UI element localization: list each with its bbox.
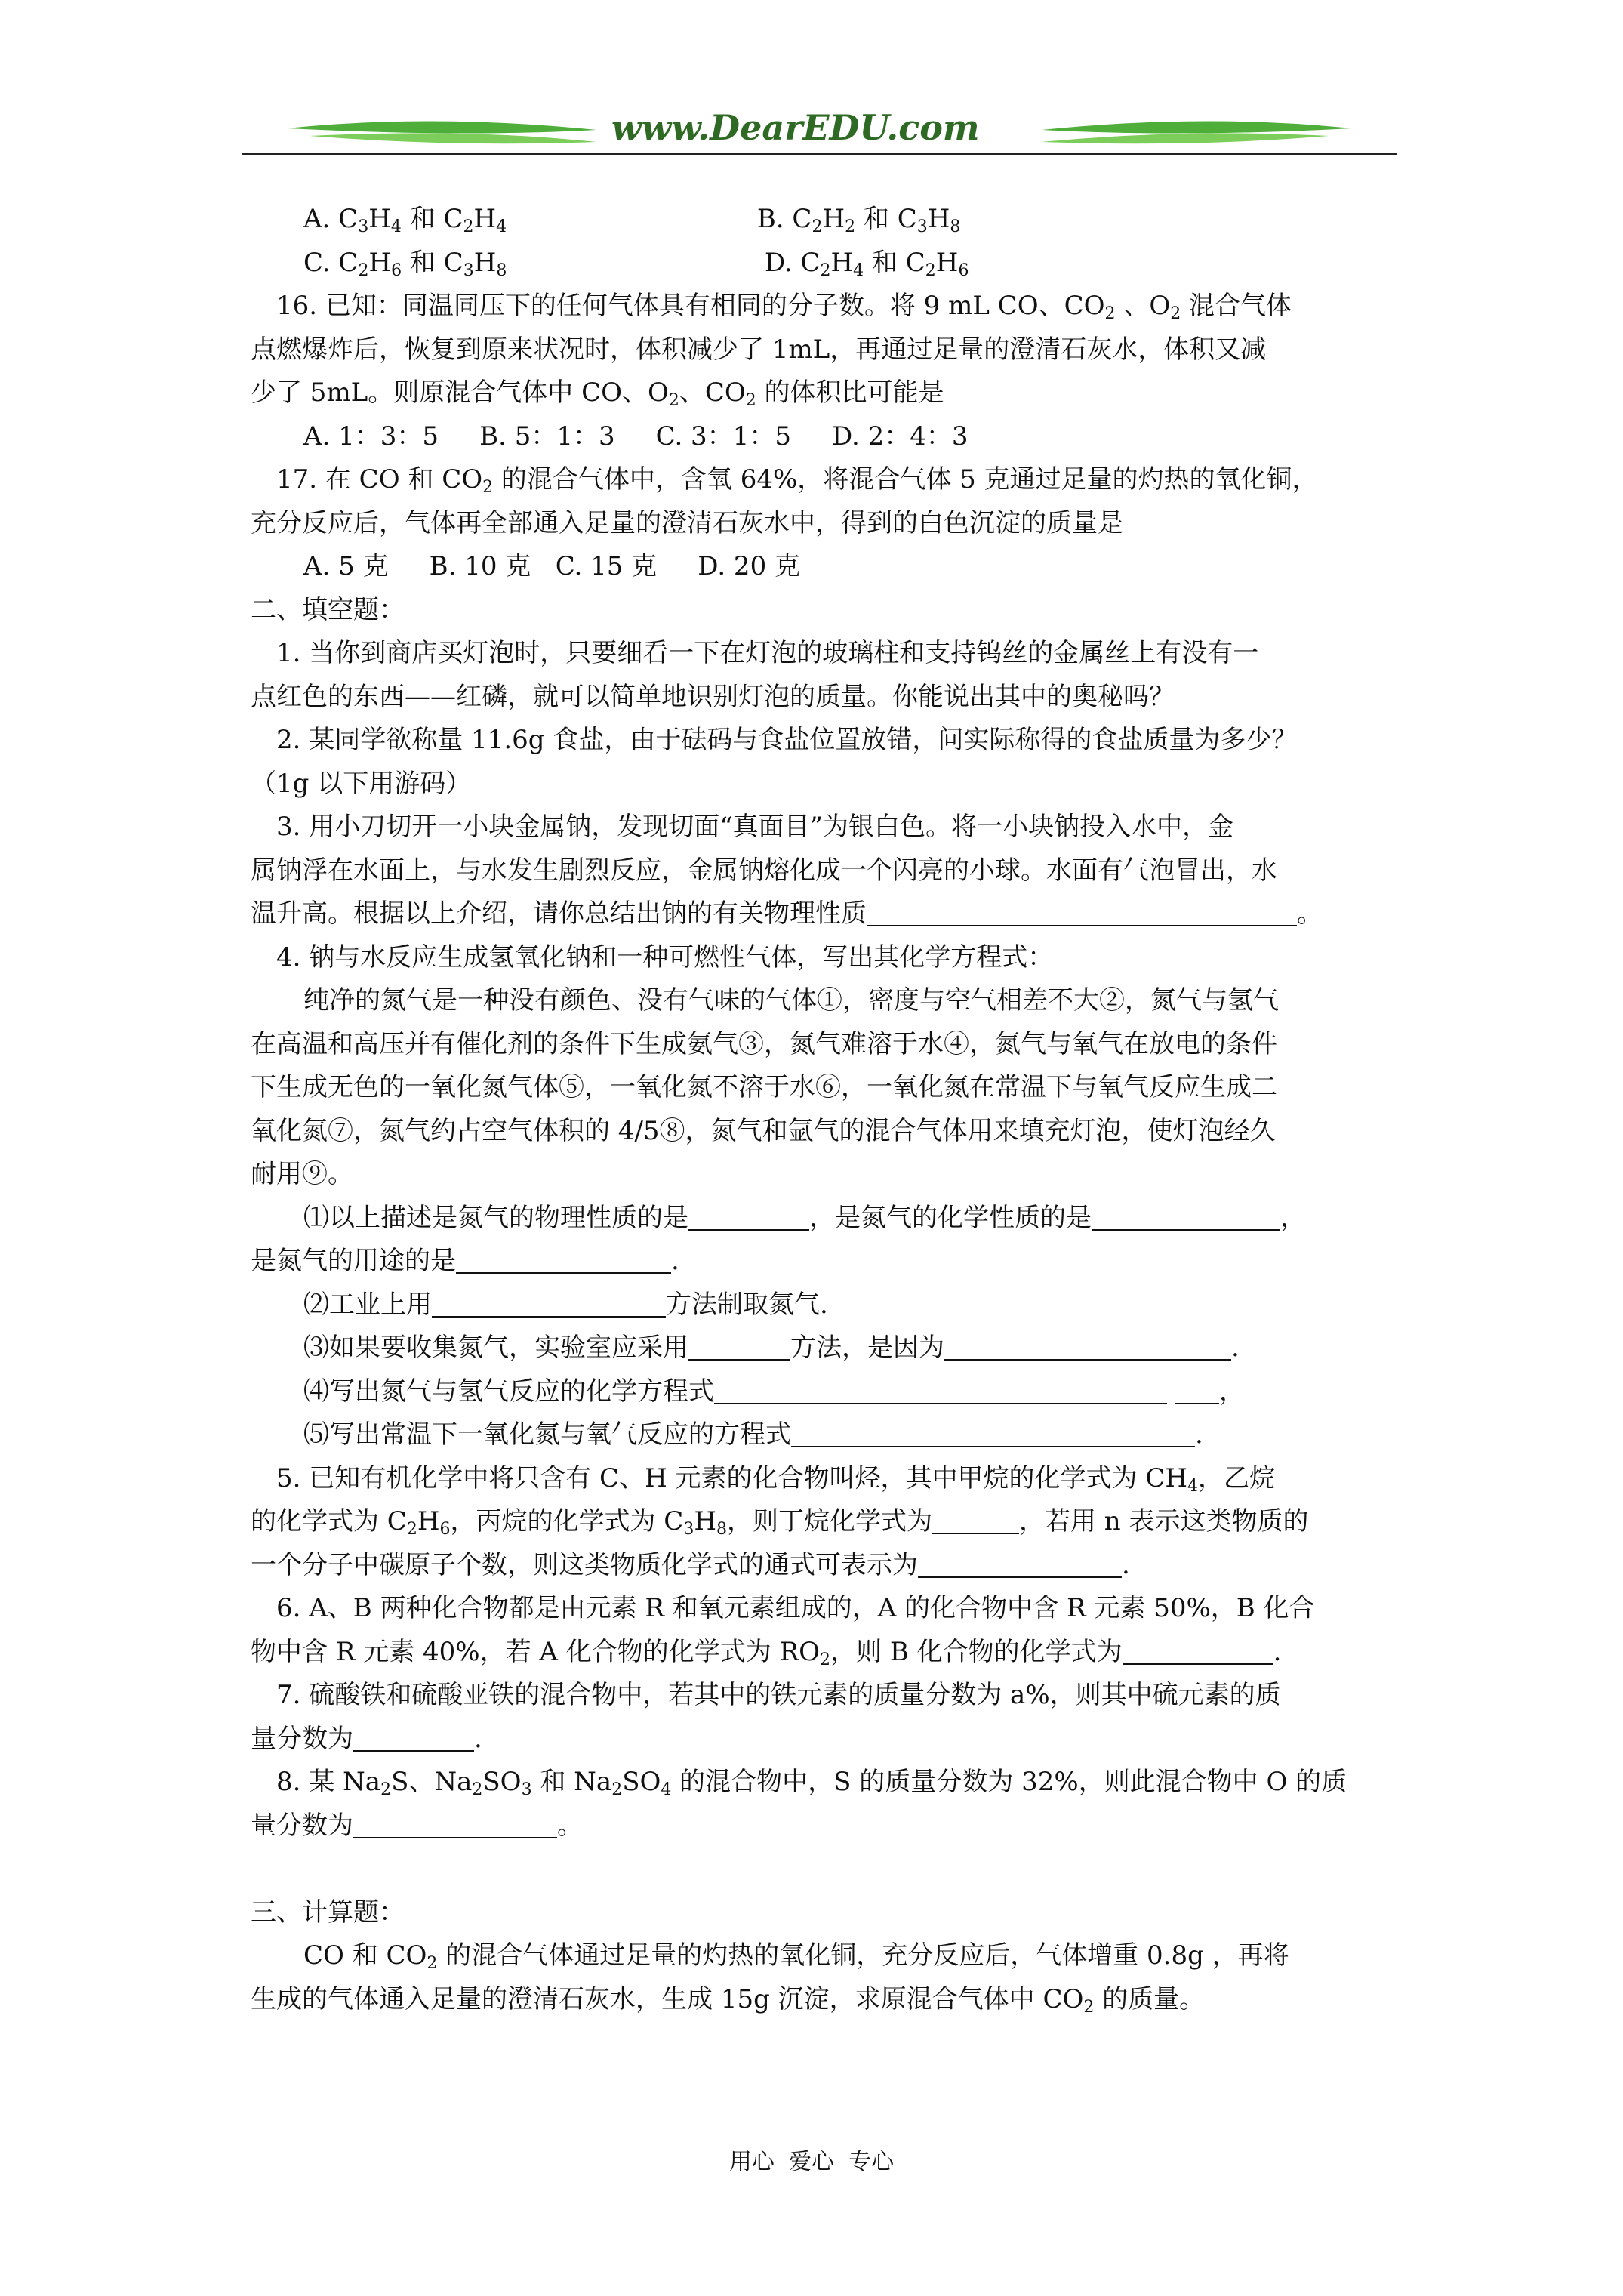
f8-line-2: 量分数为 。 [251, 1810, 583, 1841]
f7-line-1: 7. 硫酸铁和硫酸亚铁的混合物中，若其中的铁元素的质量分数为 a%，则其中硫元素的质 [276, 1680, 1281, 1710]
header-logo-text[interactable]: www.DearEDU.com [611, 107, 980, 148]
f4-sub-1: ⑴以上描述是氮气的物理性质的是 ，是氮气的化学性质的是 ， [303, 1202, 1306, 1233]
f4-line-1: 4. 钠与水反应生成氢氧化钠和一种可燃性气体，写出其化学方程式： [276, 942, 1054, 972]
physical-property-blank[interactable] [688, 1203, 809, 1231]
usage-blank[interactable] [456, 1247, 671, 1274]
general-formula-blank[interactable] [918, 1551, 1122, 1578]
f2-line-1: 2. 某同学欲称量 11.6g 食盐，由于砝码与食盐位置放错，问实际称得的食盐质量为多少？ [276, 725, 1298, 755]
f5-line-2: 的化学式为 $C_2H_6$，丙烷的化学式为 $C_3H_8$，则丁烷化学式为 ，若用 n 表示这类物质的 [251, 1506, 1309, 1539]
q15-option-d: D. $C_2H_4$ 和 $C_2H_6$ [764, 247, 969, 280]
equation-blank-1b[interactable] [1175, 1377, 1219, 1404]
compound-b-formula-blank[interactable] [1123, 1638, 1273, 1665]
q17-line-1: 17. 在 CO 和 $CO_2$ 的混合气体中，含氧 64%，将混合气体 5 克通过足量的灼热的氧化铜， [276, 464, 1318, 497]
f4-paragraph-line-2: 在高温和高压并有催化剂的条件下生成氨气③，氮气难溶于水④，氮气与氧气在放电的条件 [251, 1028, 1277, 1059]
c1-line-1: CO 和 $CO_2$ 的混合气体通过足量的灼热的氧化铜，充分反应后，气体增重 0.8g ，再将 [303, 1940, 1289, 1973]
f3-line-1: 3. 用小刀切开一小块金属钠，发现切面“真面目”为银白色。将一小块钠投入水中，金 [276, 812, 1234, 842]
f7-line-2: 量分数为 . [251, 1723, 482, 1754]
f1-line-1: 1. 当你到商店买灯泡时，只要细看一下在灯泡的玻璃柱和支持钨丝的金属丝上有没有一 [276, 638, 1259, 668]
f4-paragraph-line-3: 下生成无色的一氧化氮气体⑤，一氧化氮不溶于水⑥，一氧化氮在常温下与氧气反应生成二 [251, 1072, 1277, 1102]
f4-sub-5: ⑸写出常温下一氧化氮与氧气反应的方程式 . [303, 1419, 1203, 1450]
q15-options-row-1 [251, 198, 1398, 242]
equation-blank-2[interactable] [791, 1420, 1195, 1447]
q15-option-b: B. $C_2H_2$ 和 $C_3H_8$ [756, 204, 961, 236]
oxygen-fraction-blank[interactable] [353, 1811, 557, 1838]
f3-line-3: 温升高。根据以上介绍，请你总结出钠的有关物理性质 。 [251, 898, 1323, 929]
f5-line-1: 5. 已知有机化学中将只含有 C、H 元素的化合物叫烃，其中甲烷的化学式为 $CH_4$，乙烷 [276, 1462, 1275, 1496]
butane-formula-blank[interactable] [932, 1507, 1019, 1534]
f3-line-2: 属钠浮在水面上，与水发生剧烈反应，金属钠熔化成一个闪亮的小球。水面有气泡冒出，水 [251, 855, 1277, 886]
f8-line-1: 8. 某 $Na_2S$、$Na_2SO_3$ 和 $Na_2SO_4$ 的混合物中，S 的质量分数为 32%，则此混合物中 O 的质 [276, 1767, 1347, 1799]
section-2-title: 二、填空题： [251, 594, 405, 625]
document-body [251, 198, 1398, 2021]
q16-line-1: 16. 已知：同温同压下的任何气体具有相同的分子数。将 9 mL CO、$CO_2$ 、$O_2$ 混合气体 [276, 291, 1292, 323]
collection-method-blank[interactable] [688, 1333, 790, 1361]
f6-line-2: 物中含 R 元素 40%，若 A 化合物的化学式为 $RO_2$，则 B 化合物的化学式为 . [251, 1636, 1282, 1669]
sulfur-fraction-blank[interactable] [353, 1724, 474, 1752]
q16-line-3: 少了 5mL。则原混合气体中 CO、$O_2$、$CO_2$ 的体积比可能是 [251, 378, 944, 410]
q17-options: A. 5 克 B. 10 克 C. 15 克 D. 20 克 [303, 551, 801, 581]
q15-options-row-2 [251, 242, 1398, 285]
f4-paragraph-line-4: 氧化氮⑦，氮气约占空气体积的 4/5⑧，氮气和氩气的混合气体用来填充灯泡，使灯泡经久 [251, 1115, 1276, 1146]
q15-option-c: C. $C_2H_6$ 和 $C_3H_8$ [303, 247, 507, 280]
section-3-title: 三、计算题： [251, 1897, 405, 1928]
q15-option-a: A. $C_3H_4$ 和 $C_2H_4$ [303, 204, 507, 236]
reason-blank[interactable] [944, 1333, 1231, 1361]
q16-options: A. 1：3：5 B. 5：1：3 C. 3：1：5 D. 2：4：3 [303, 421, 969, 451]
page-header [242, 106, 1397, 166]
equation-blank-1[interactable] [714, 1377, 1167, 1404]
f6-line-1: 6. A、B 两种化合物都是由元素 R 和氧元素组成的，A 的化合物中含 R 元素 50%，B 化合 [276, 1593, 1315, 1623]
c1-line-2: 生成的气体通入足量的澄清石灰水，生成 15g 沉淀，求原混合气体中 $CO_2$ 的质量。 [251, 1983, 1206, 2017]
q16-line-2: 点燃爆炸后，恢复到原来状况时，体积减少了 1mL，再通过足量的澄清石灰水，体积又减 [251, 334, 1267, 365]
f4-sub-2: ⑵工业上用 方法制取氮气. [303, 1289, 828, 1320]
f4-sub-3: ⑶如果要收集氮气，实验室应采用 方法，是因为 . [303, 1333, 1240, 1363]
f2-line-2: （1g 以下用游码） [251, 768, 472, 799]
chemical-property-blank[interactable] [1092, 1203, 1280, 1231]
f1-line-2: 点红色的东西——红磷，就可以简单地识别灯泡的质量。你能说出其中的奥秘吗？ [251, 681, 1175, 712]
f4-paragraph-line-5: 耐用⑨。 [251, 1159, 353, 1189]
page-footer: 用心 爱心 专心 [728, 2149, 895, 2175]
f5-line-3: 一个分子中碳原子个数，则这类物质化学式的通式可表示为 . [251, 1549, 1130, 1580]
f4-paragraph-line-1: 纯净的氮气是一种没有颜色、没有气味的气体①，密度与空气相差不大②，氮气与氢气 [303, 985, 1279, 1015]
f4-sub-4: ⑷写出氮气与氢气反应的化学方程式 ， [303, 1376, 1245, 1407]
f3-answer-blank[interactable] [867, 899, 1297, 926]
f4-sub-1-cont: 是氮气的用途的是 . [251, 1246, 679, 1276]
q17-line-2: 充分反应后，气体再全部通入足量的澄清石灰水中，得到的白色沉淀的质量是 [251, 507, 1123, 538]
industrial-method-blank[interactable] [432, 1290, 666, 1318]
header-rule [242, 153, 1397, 155]
